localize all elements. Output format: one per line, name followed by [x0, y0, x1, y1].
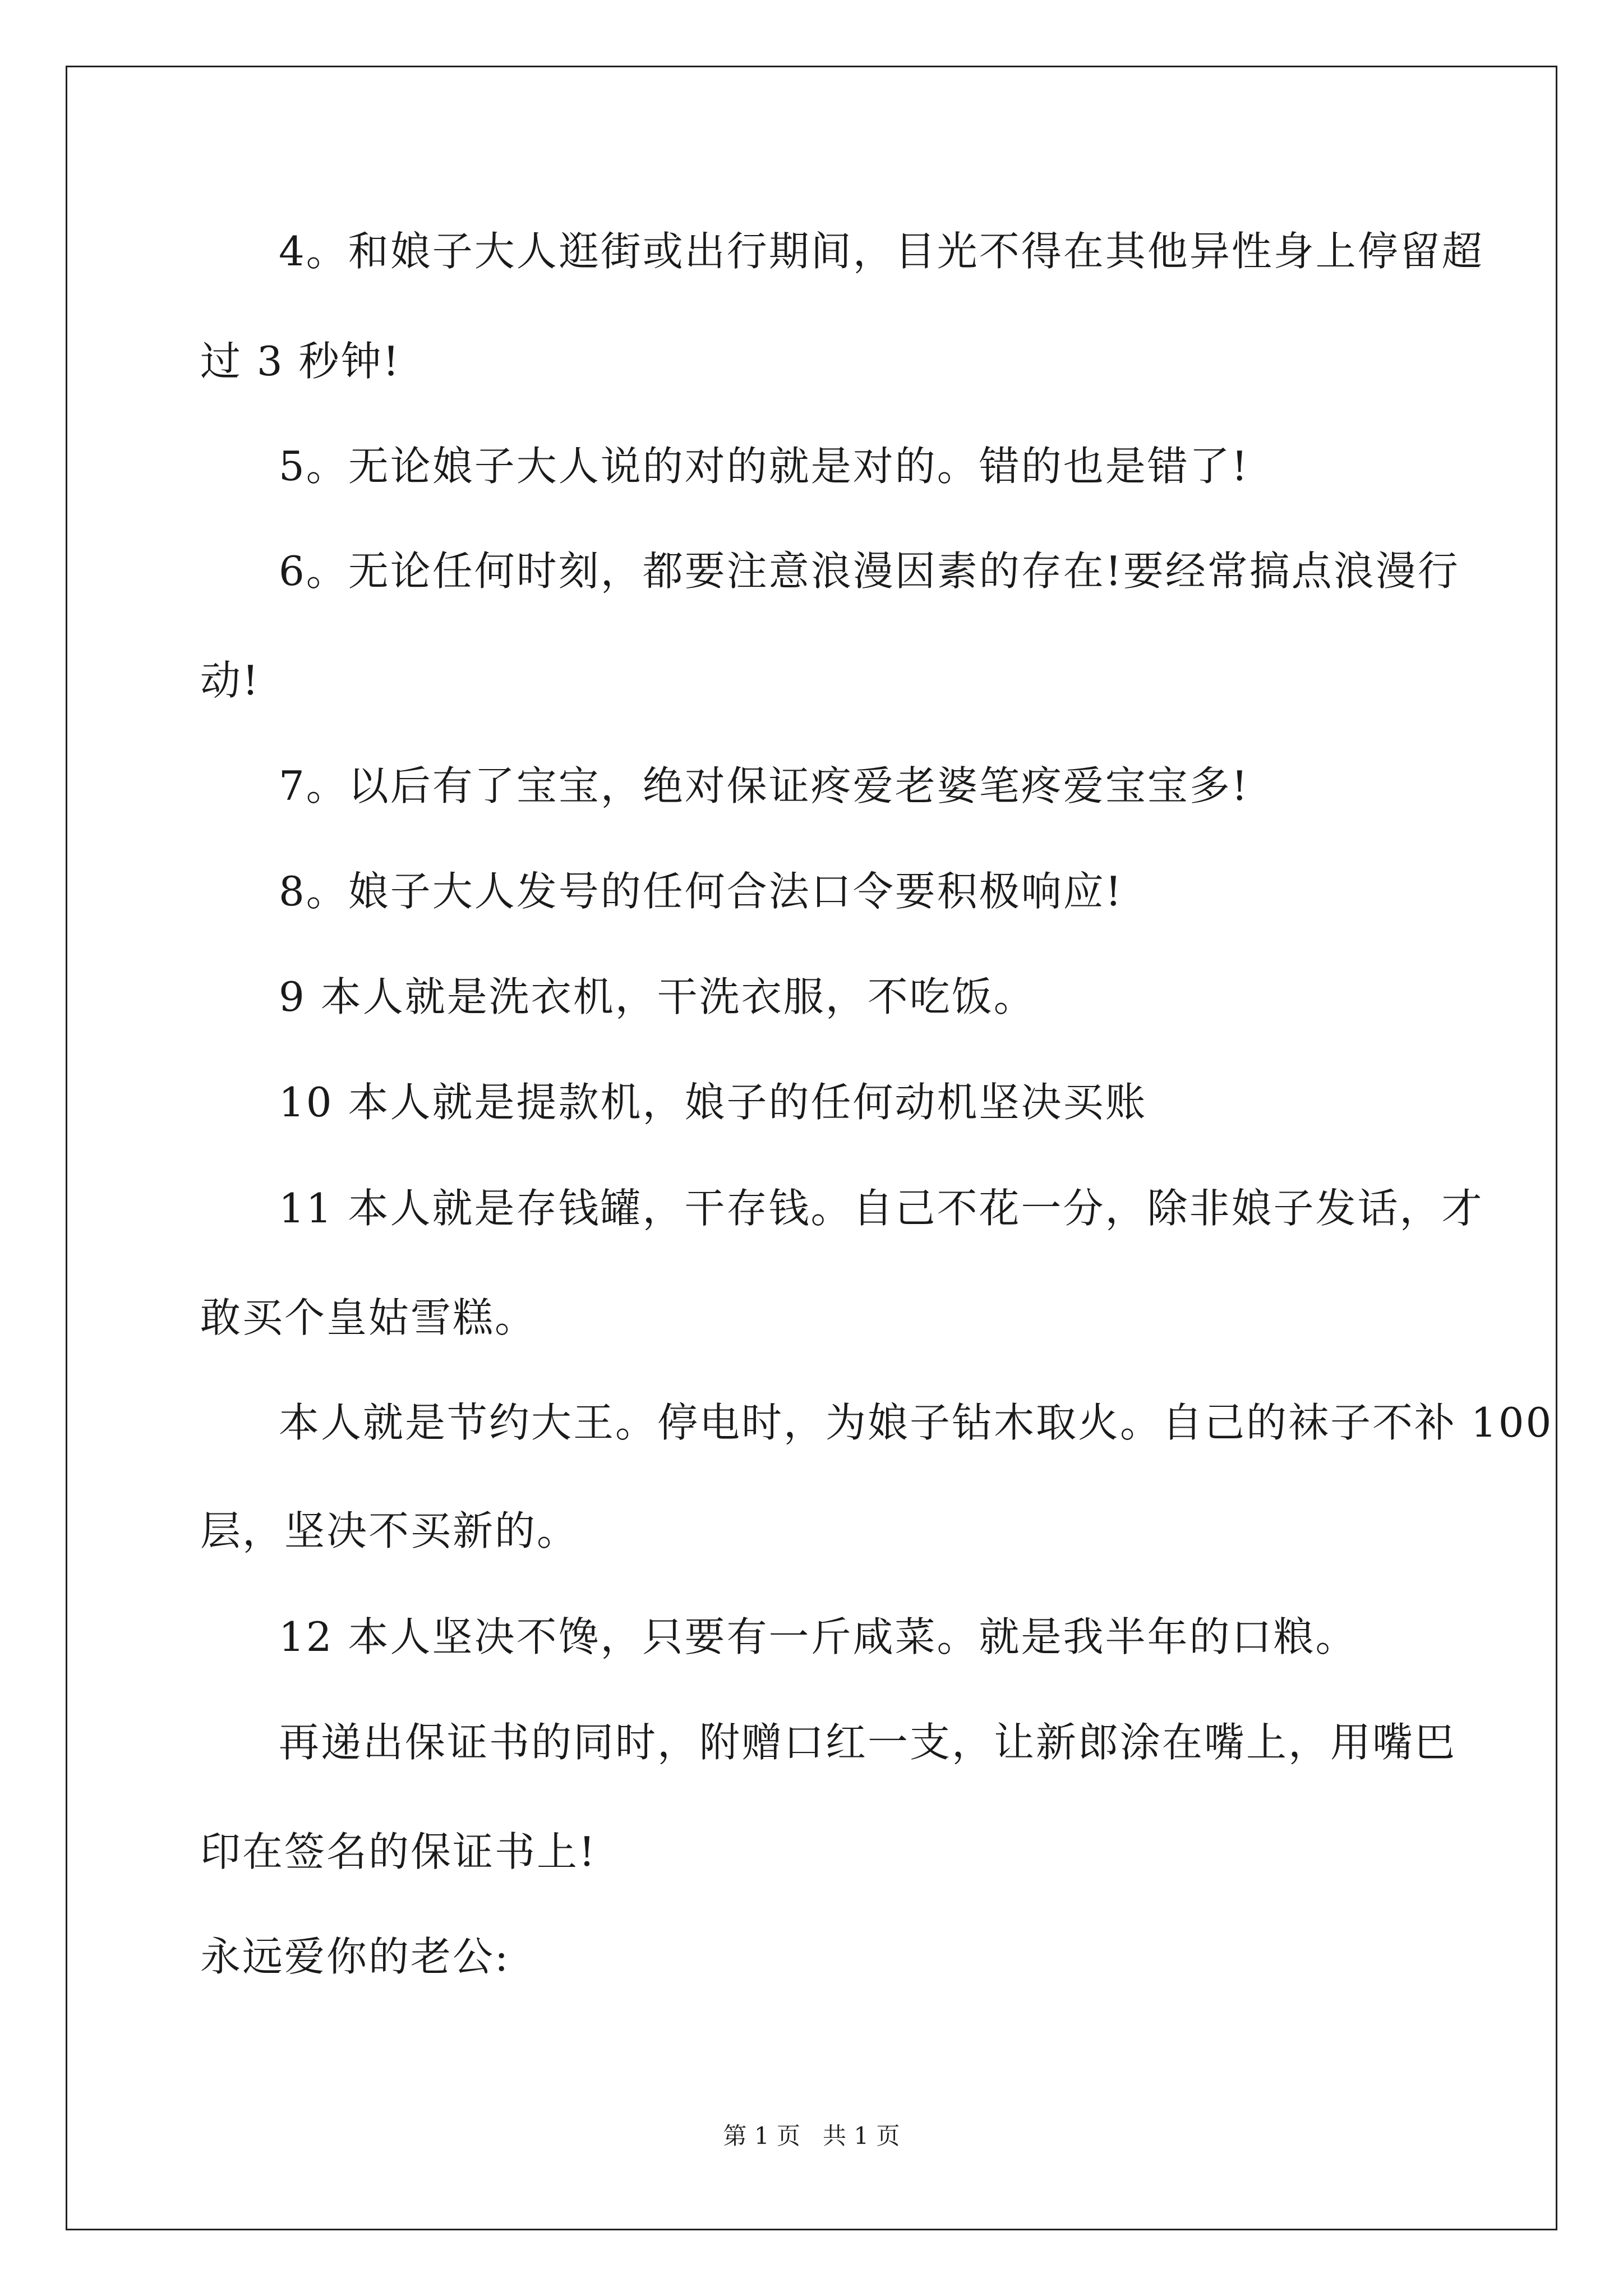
- paragraph-8: 8。娘子大人发号的任何合法口令要积极响应!: [279, 868, 1123, 915]
- paragraph-4-line-2: 过 3 秒钟!: [200, 338, 401, 385]
- paragraph-4-line-1: 4。和娘子大人逛街或出行期间，目光不得在其他异性身上停留超: [279, 228, 1484, 275]
- paragraph-saving-line-2: 层，坚决不买新的。: [200, 1507, 579, 1554]
- paragraph-6-line-2: 动!: [200, 657, 260, 704]
- closing-signature: 永远爱你的老公:: [200, 1933, 510, 1980]
- paragraph-10: 10 本人就是提款机，娘子的任何动机坚决买账: [279, 1079, 1147, 1126]
- page-border: [66, 66, 1557, 2230]
- paragraph-11-line-1: 11 本人就是存钱罐，干存钱。自己不花一分，除非娘子发话，才: [279, 1185, 1484, 1232]
- paragraph-9: 9 本人就是洗衣机，干洗衣服，不吃饭。: [279, 973, 1036, 1020]
- paragraph-lipstick-line-2: 印在签名的保证书上!: [200, 1828, 597, 1875]
- page-footer: 第 1 页 共 1 页: [723, 2122, 900, 2150]
- paragraph-7: 7。以后有了宝宝，绝对保证疼爱老婆笔疼爱宝宝多!: [279, 762, 1249, 809]
- paragraph-6-line-1: 6。无论任何时刻，都要注意浪漫因素的存在!要经常搞点浪漫行: [279, 547, 1460, 595]
- paragraph-5: 5。无论娘子大人说的对的就是对的。错的也是错了!: [279, 443, 1249, 490]
- paragraph-lipstick-line-1: 再递出保证书的同时，附赠口红一支，让新郎涂在嘴上，用嘴巴: [279, 1719, 1457, 1766]
- paragraph-11-line-2: 敢买个皇姑雪糕。: [200, 1294, 537, 1341]
- paragraph-12: 12 本人坚决不馋，只要有一斤咸菜。就是我半年的口粮。: [279, 1613, 1358, 1660]
- paragraph-saving-line-1: 本人就是节约大王。停电时，为娘子钻木取火。自己的袜子不补 100: [279, 1399, 1553, 1446]
